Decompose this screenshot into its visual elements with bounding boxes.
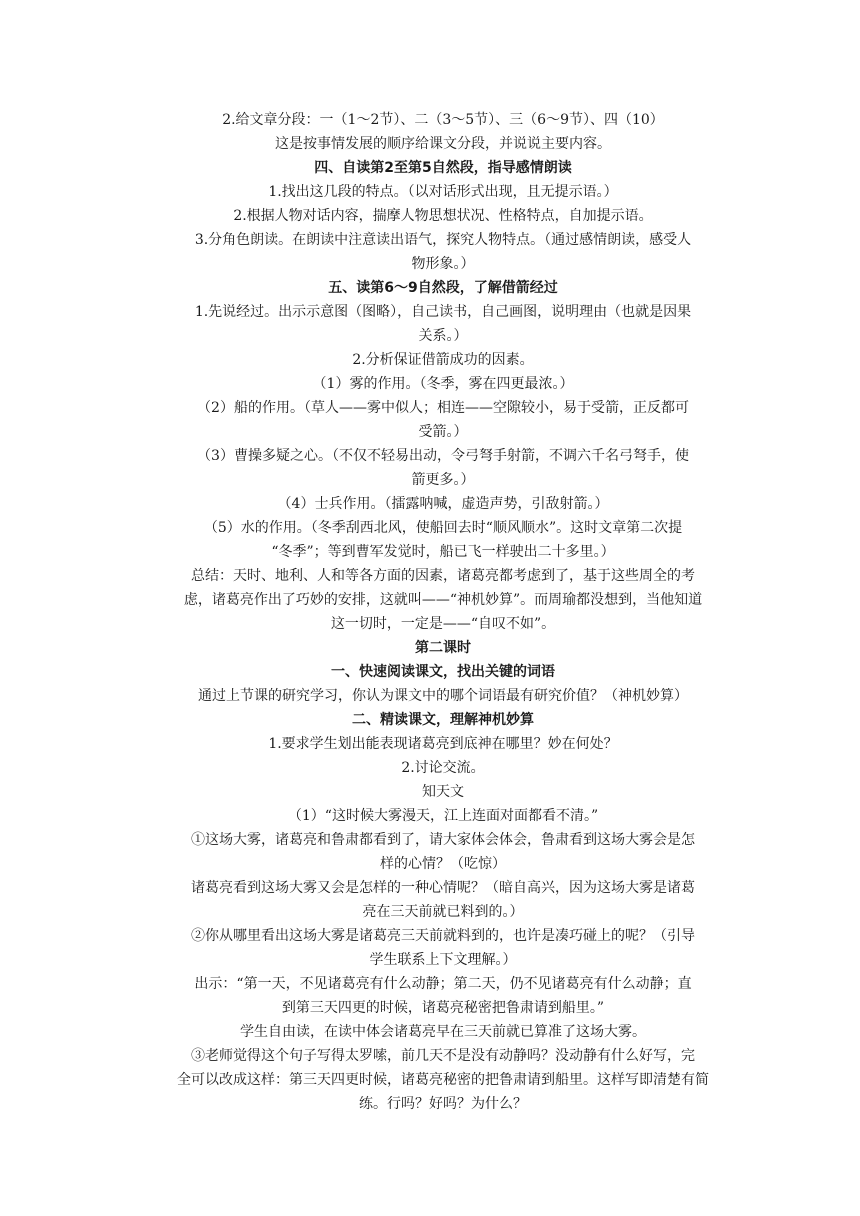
text-line: （2）船的作用。（草人——雾中似人；相连——空隙较小，易于受箭，正反都可 xyxy=(197,400,689,416)
text-line: “冬季”；等到曹军发觉时，船已飞一样驶出二十多里。） xyxy=(271,544,615,560)
text-line: 诸葛亮看到这场大雾又会是怎样的一种心情呢？（暗自高兴，因为这场大雾是诸葛 xyxy=(191,880,695,896)
text-line: ②你从哪里看出这场大雾是诸葛亮三天前就料到的，也许是凑巧碰上的呢？（引导 xyxy=(191,928,695,944)
text-line: 总结：天时、地利、人和等各方面的因素，诸葛亮都考虑到了，基于这些周全的考 xyxy=(191,568,695,584)
text-line: 到第三天四更的时候，诸葛亮秘密把鲁肃请到船里。” xyxy=(281,1000,605,1016)
text-line: 知天文 xyxy=(422,784,464,800)
text-line: （5）水的作用。（冬季刮西北风，使船回去时“顺风顺水”。这时文章第二次提 xyxy=(203,520,683,536)
text-line: 关系。） xyxy=(418,328,468,344)
text-line: 学生联系上下文理解。） xyxy=(369,952,517,968)
text-line: 虑，诸葛亮作出了巧妙的安排，这就叫——“神机妙算”。而周瑜都没想到，当他知道 xyxy=(183,592,703,608)
text-line: 1.要求学生划出能表现诸葛亮到底神在哪里？妙在何处？ xyxy=(268,736,618,752)
text-line: 1.找出这几段的特点。（以对话形式出现，且无提示语。） xyxy=(268,184,618,200)
section-heading: 一、快速阅读课文，找出关键的词语 xyxy=(331,664,555,680)
section-heading: 五、读第6～9自然段，了解借箭经过 xyxy=(328,280,558,296)
text-line: （1）雾的作用。（冬季，雾在四更最浓。） xyxy=(312,376,574,392)
text-line: 物形象。） xyxy=(411,256,475,272)
text-line: 1.先说经过。出示示意图（图略），自己读书，自己画图，说明理由（也就是因果 xyxy=(194,304,692,320)
text-line: 练。行吗？好吗？为什么？ xyxy=(359,1096,527,1112)
text-line: 出示：“第一天，不见诸葛亮有什么动静；第二天，仍不见诸葛亮有什么动静；直 xyxy=(194,976,692,992)
text-line: （1）“这时候大雾漫天，江上连面对面都看不清。” xyxy=(287,808,599,824)
text-line: 2.根据人物对话内容，揣摩人物思想状况、性格特点，自加提示语。 xyxy=(233,208,653,224)
section-heading: 第二课时 xyxy=(415,640,471,656)
section-heading: 四、自读第2至第5自然段，指导感情朗读 xyxy=(314,160,572,176)
text-line: 这是按事情发展的顺序给课文分段，并说说主要内容。 xyxy=(275,136,611,152)
document-page xyxy=(168,108,718,1116)
text-line: 这一切时，一定是——“自叹不如”。 xyxy=(330,616,556,632)
text-line: 学生自由读，在读中体会诸葛亮早在三天前就已算准了这场大雾。 xyxy=(240,1024,646,1040)
section-heading: 二、精读课文，理解神机妙算 xyxy=(352,712,534,728)
text-line: 2.分析保证借箭成功的因素。 xyxy=(352,352,534,368)
text-line: 2.给文章分段：一（1～2节）、二（3～5节）、三（6～9节）、四（10） xyxy=(222,112,664,128)
text-line: 全可以改成这样：第三天四更时候，诸葛亮秘密的把鲁肃请到船里。这样写即清楚有简 xyxy=(177,1072,709,1088)
text-line: 2.讨论交流。 xyxy=(401,760,485,776)
text-line: （3）曹操多疑之心。（不仅不轻易出动，令弓弩手射箭，不调六千名弓弩手，使 xyxy=(197,448,689,464)
text-line: ③老师觉得这个句子写得太罗嗦，前几天不是没有动静吗？没动静有什么好写，完 xyxy=(191,1048,695,1064)
text-line: 亮在三天前就已料到的。） xyxy=(362,904,524,920)
text-line: 通过上节课的研究学习，你认为课文中的哪个词语最有研究价值？（神机妙算） xyxy=(198,688,688,704)
text-line: 受箭。） xyxy=(418,424,468,440)
text-line: 箭更多。） xyxy=(411,472,475,488)
text-line: 样的心情？（吃惊） xyxy=(380,856,506,872)
text-line: 3.分角色朗读。在朗读中注意读出语气，探究人物特点。（通过感情朗读，感受人 xyxy=(194,232,692,248)
text-line: ①这场大雾，诸葛亮和鲁肃都看到了，请大家体会体会，鲁肃看到这场大雾会是怎 xyxy=(191,832,695,848)
text-line: （4）士兵作用。（擂露呐喊，虚造声势，引敌射箭。） xyxy=(277,496,609,512)
